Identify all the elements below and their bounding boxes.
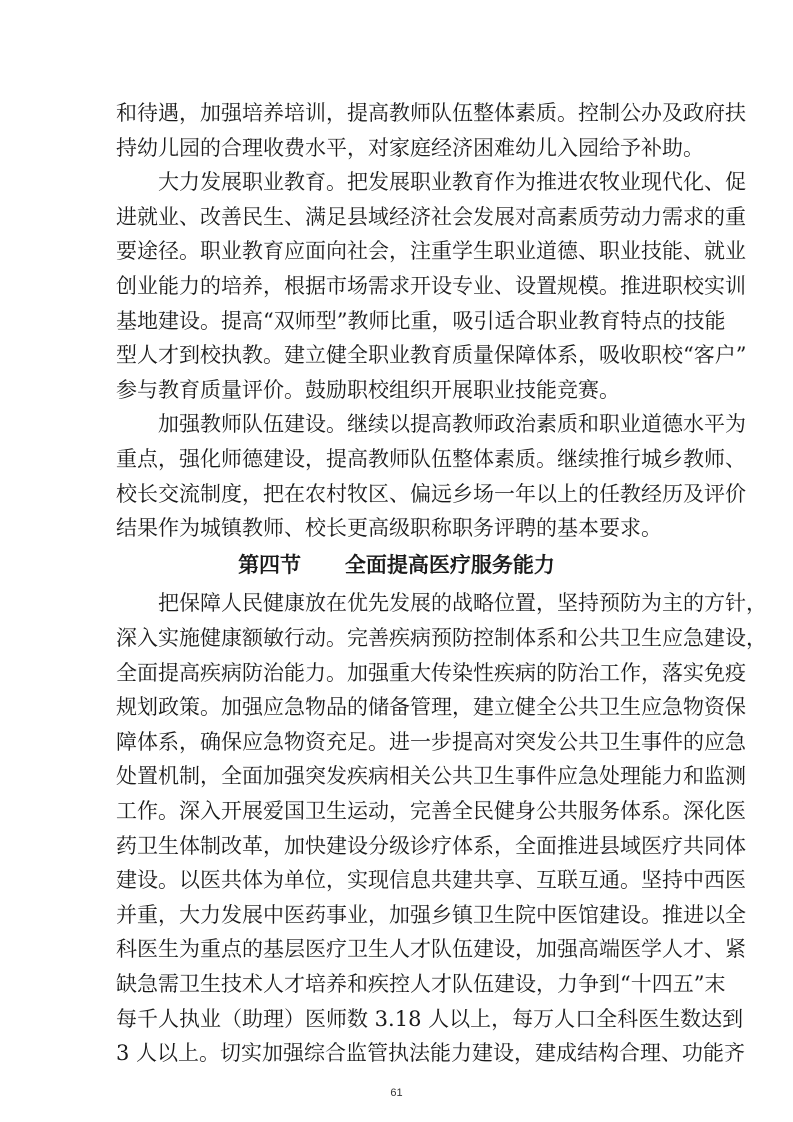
body-text-line: 全面提高疾病防治能力。加强重大传染性疾病的防治工作，落实免疫	[116, 660, 746, 685]
body-text-line: 3 人以上。切实加强综合监管执法能力建设，建成结构合理、功能齐	[116, 1041, 746, 1066]
body-text-line: 建设。以医共体为单位，实现信息共建共享、互联互通。坚持中西医	[116, 868, 746, 893]
body-text-line: 要途径。职业教育应面向社会，注重学生职业道德、职业技能、就业	[116, 239, 746, 264]
body-text-line: 药卫生体制改革，加快建设分级诊疗体系，全面推进县域医疗共同体	[116, 833, 746, 858]
body-text-line: 创业能力的培养，根据市场需求开设专业、设置规模。推进职校实训	[116, 274, 746, 298]
body-text-line: 持幼儿园的合理收费水平，对家庭经济困难幼儿入园给予补助。	[116, 135, 704, 160]
body-text-line: 重点，强化师德建设，提高教师队伍整体素质。继续推行城乡教师、	[116, 447, 746, 471]
body-text-line: 处置机制，全面加强突发疾病相关公共卫生事件应急处理能力和监测	[116, 764, 746, 789]
body-text-line: 和待遇，加强培养培训，提高教师队伍整体素质。控制公办及政府扶	[116, 101, 746, 125]
body-text-line: 缺急需卫生技术人才培养和疾控人才队伍建设，力争到“十四五”末	[116, 972, 726, 996]
body-text-line: 深入实施健康额敏行动。完善疾病预防控制体系和公共卫生应急建设，	[116, 626, 767, 650]
body-text-line: 工作。深入开展爱国卫生运动，完善全民健身公共服务体系。深化医	[116, 799, 746, 823]
body-text-line: 结果作为城镇教师、校长更高级职称职务评聘的基本要求。	[116, 516, 662, 541]
body-text-line: 型人才到校执教。建立健全职业教育质量保障体系，吸收职校“客户”	[116, 343, 747, 368]
body-text-line: 大力发展职业教育。把发展职业教育作为推进农牧业现代化、促	[158, 170, 746, 195]
body-text-line: 校长交流制度，把在农村牧区、偏远乡场一年以上的任教经历及评价	[116, 481, 746, 506]
body-text-line: 每千人执业（助理）医师数 3.18 人以上，每万人口全科医生数达到	[116, 1006, 744, 1031]
body-text-line: 基地建设。提高“双师型”教师比重，吸引适合职业教育特点的技能	[116, 308, 726, 333]
body-text-line: 加强教师队伍建设。继续以提高教师政治素质和职业道德水平为	[158, 412, 746, 437]
body-text-line: 把保障人民健康放在优先发展的战略位置，坚持预防为主的方针，	[158, 591, 767, 616]
body-text-line: 进就业、改善民生、满足县域经济社会发展对高素质劳动力需求的重	[116, 204, 746, 229]
page-number: 61	[390, 1087, 403, 1100]
body-text-line: 并重，大力发展中医药事业，加强乡镇卫生院中医馆建设。推进以全	[116, 902, 746, 927]
body-text-line: 规划政策。加强应急物品的储备管理，建立健全公共卫生应急物资保	[116, 695, 746, 720]
section-heading: 第四节 全面提高医疗服务能力	[238, 552, 555, 577]
body-text-line: 参与教育质量评价。鼓励职校组织开展职业技能竞赛。	[116, 377, 620, 402]
body-text-line: 障体系，确保应急物资充足。进一步提高对突发公共卫生事件的应急	[116, 729, 746, 754]
body-text-line: 科医生为重点的基层医疗卫生人才队伍建设，加强高端医学人才、紧	[116, 937, 746, 962]
